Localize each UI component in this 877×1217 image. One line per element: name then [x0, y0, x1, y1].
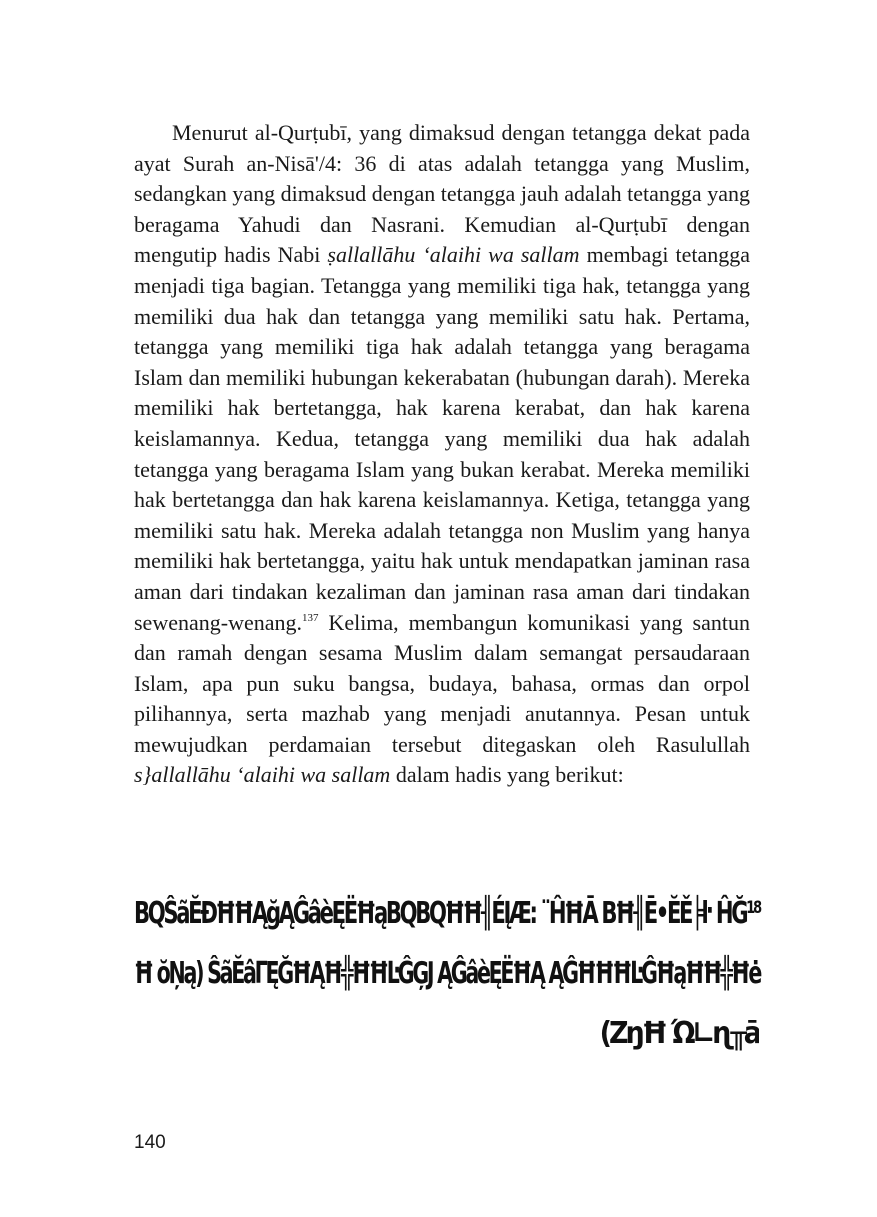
honorific-italic-2: s}allallāhu ‘alaihi wa sallam — [134, 762, 391, 788]
paragraph-text-1: Menurut al-Qurṭubī, yang dimaksud dengan tetangga dekat pada ayat Surah an-Nisā'/4: 36 di atas adalah tetangga yang Muslim, sedangkan yang dimaksud dengan tetangga jauh adalah tetangga yang beragama Yahudi dan Nasrani. Kemudian al-Qurṭubī dengan mengutip hadis Nabi — [134, 120, 750, 268]
body-paragraph — [134, 118, 750, 791]
arabic-hadith-line-2: Ħ ŏŅą) ŜãĔâГĘĞĦĄĦ╬ĦĦĿĜĢJ ĄĜâèĘËĦĄ ĄĜĦĦĦĿĜĦąĦĦ╬Ħė — [134, 956, 761, 991]
paragraph-text-3: Kelima, membangun komunikasi yang santun dan ramah dengan sesama Muslim dalam semangat persaudaraan Islam, apa pun suku bangsa, budaya, bahasa, ormas dan orpol pilihannya, serta mazhab yang menjadi anutannya. Pesan untuk mewujudkan perdamaian tersebut ditegaskan oleh Rasulullah — [134, 609, 750, 757]
page-number: 140 — [134, 1132, 166, 1153]
paragraph-text-4: dalam hadis yang berikut: — [390, 762, 624, 788]
honorific-italic-1: ṣallallāhu ‘alaihi wa sallam — [327, 242, 580, 268]
paragraph-text-2: membagi tetangga menjadi tiga bagian. Tetangga yang memiliki tiga hak, tetangga yang memiliki dua hak dan tetangga yang memiliki satu hak. Pertama, tetangga yang memiliki tiga hak adalah tetangga yang beragama Islam dan memiliki hubungan kekerabatan (hubungan darah). Mereka memiliki hak bertetangga, hak karena kerabat, dan hak karena keislamannya. Kedua, tetangga yang memiliki dua hak adalah tetangga yang beragama Islam yang bukan kerabat. Mereka memiliki hak bertetangga dan hak karena keislamannya. Ketiga, tetangga yang memiliki satu hak. Mereka adalah tetangga non Muslim yang hanya memiliki hak bertetangga, yaitu hak untuk mendapatkan jaminan rasa aman dari tindakan kezaliman dan jaminan rasa aman dari tindakan sewenang-wenang. — [134, 242, 750, 635]
arabic-hadith-line-1: BQŜãĔĐĦĦĄğĄĜâèĘËĦąBQBQĦĦ╢ÉĮÆ: ¨ĤĦĀ BĦ╢Ē•ĔĚ╞ŀ ĤĞ¹⁸ — [134, 896, 761, 931]
footnote-marker[interactable]: 137 — [302, 611, 319, 624]
arabic-hadith-line-3: (ZŋĦ Ώ∟ɳ╥ā — [599, 1016, 759, 1051]
